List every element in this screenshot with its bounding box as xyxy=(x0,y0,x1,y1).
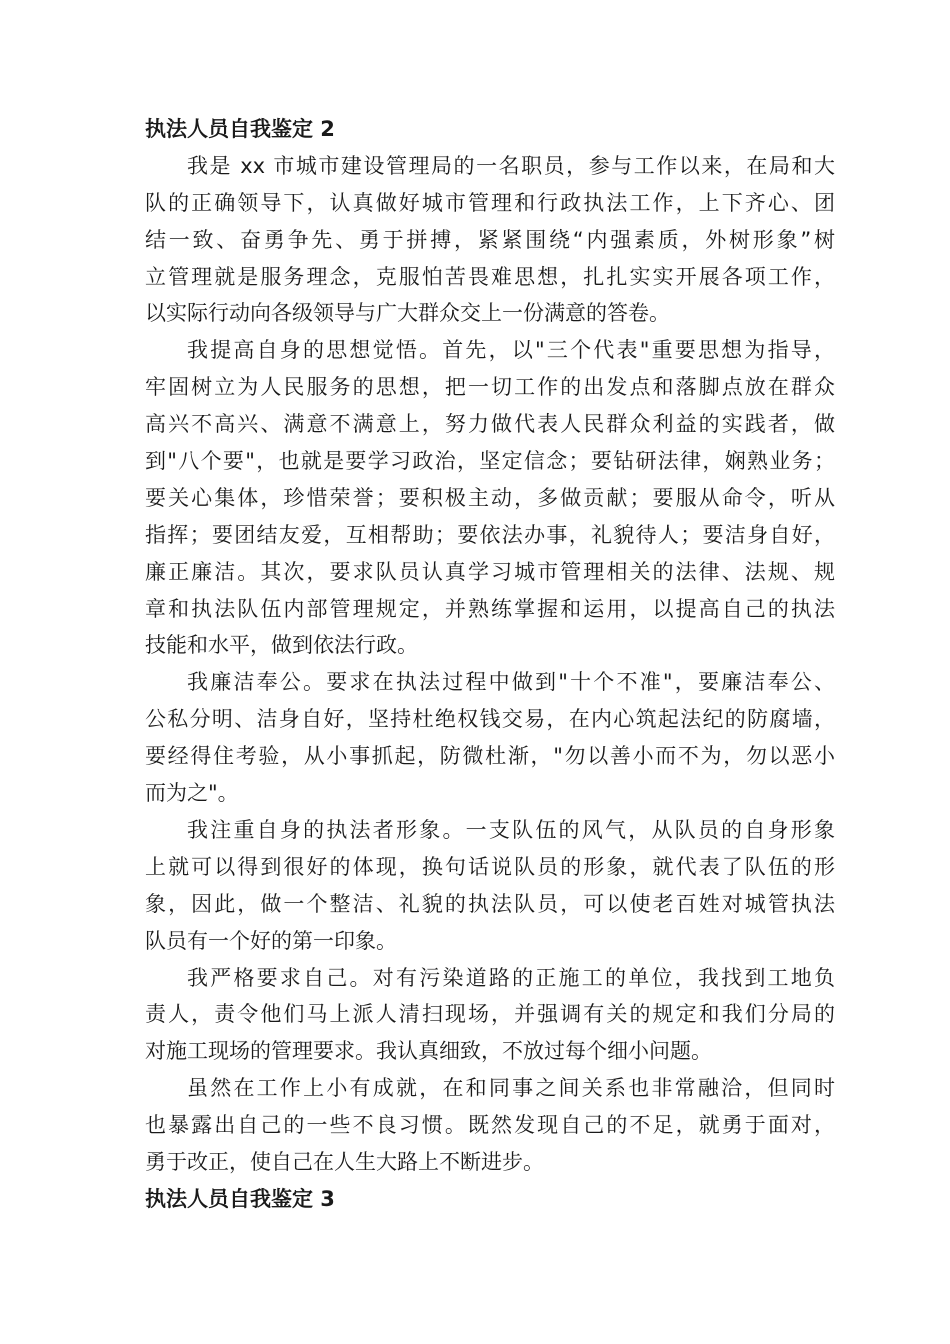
text-line: 也暴露出自己的一些不良习惯。既然发现自己的不足，就勇于面对， xyxy=(145,1113,835,1138)
paragraph xyxy=(145,812,835,960)
section-heading: 执法人员自我鉴定 2 xyxy=(145,117,335,141)
text-line: 上就可以得到很好的体现，换句话说队员的形象，就代表了队伍的形 xyxy=(145,854,835,879)
text-line: 我是 xx 市城市建设管理局的一名职员，参与工作以来，在局和大 xyxy=(187,153,835,178)
document-page xyxy=(145,111,835,1218)
paragraph xyxy=(145,332,835,664)
text-line: 队的正确领导下，认真做好城市管理和行政执法工作，上下齐心、团 xyxy=(145,190,835,215)
text-line: 立管理就是服务理念，克服怕苦畏难思想，扎扎实实开展各项工作， xyxy=(145,264,835,289)
text-line: 牢固树立为人民服务的思想，把一切工作的出发点和落脚点放在群众 xyxy=(145,375,835,400)
text-line: 虽然在工作上小有成就，在和同事之间关系也非常融洽，但同时 xyxy=(187,1076,835,1101)
text-line: 技能和水平，做到依法行政。 xyxy=(145,633,418,658)
text-line: 结一致、奋勇争先、勇于拼搏，紧紧围绕“内强素质，外树形象”树 xyxy=(145,227,835,252)
text-line: 象，因此，做一个整洁、礼貌的执法队员，可以使老百姓对城管执法 xyxy=(145,891,835,916)
text-line: 责人，责令他们马上派人清扫现场，并强调有关的规定和我们分局的 xyxy=(145,1002,835,1027)
paragraph xyxy=(145,664,835,812)
text-line: 我提高自身的思想觉悟。首先，以"三个代表"重要思想为指导， xyxy=(187,338,835,363)
text-line: 勇于改正，使自己在人生大路上不断进步。 xyxy=(145,1149,544,1174)
text-line: 以实际行动向各级领导与广大群众交上一份满意的答卷。 xyxy=(145,301,670,326)
paragraph xyxy=(145,960,835,1071)
text-line: 要经得住考验，从小事抓起，防微杜渐，"勿以善小而不为，勿以恶小 xyxy=(145,744,835,769)
text-line: 廉正廉洁。其次，要求队员认真学习城市管理相关的法律、法规、规 xyxy=(145,559,835,584)
text-line: 到"八个要"，也就是要学习政治，坚定信念；要钻研法律，娴熟业务； xyxy=(145,449,835,474)
text-line: 指挥；要团结友爱，互相帮助；要依法办事，礼貌待人；要洁身自好， xyxy=(145,522,835,547)
text-line: 我严格要求自己。对有污染道路的正施工的单位，我找到工地负 xyxy=(187,965,835,990)
text-line: 章和执法队伍内部管理规定，并熟练掌握和运用，以提高自己的执法 xyxy=(145,596,835,621)
paragraph xyxy=(145,148,835,332)
text-line: 高兴不高兴、满意不满意上，努力做代表人民群众利益的实践者，做 xyxy=(145,412,835,437)
text-line: 要关心集体，珍惜荣誉；要积极主动，多做贡献；要服从命令，听从 xyxy=(145,485,835,510)
text-line: 队员有一个好的第一印象。 xyxy=(145,928,397,953)
text-line: 公私分明、洁身自好，坚持杜绝权钱交易，在内心筑起法纪的防腐墙， xyxy=(145,707,835,732)
text-line: 我注重自身的执法者形象。一支队伍的风气，从队员的自身形象 xyxy=(187,817,835,842)
paragraph xyxy=(145,1070,835,1181)
text-line: 而为之"。 xyxy=(145,781,239,806)
section-heading: 执法人员自我鉴定 3 xyxy=(145,1186,335,1211)
text-line: 对施工现场的管理要求。我认真细致，不放过每个细小问题。 xyxy=(145,1039,712,1064)
text-line: 我廉洁奉公。要求在执法过程中做到"十个不准"，要廉洁奉公、 xyxy=(187,670,835,695)
